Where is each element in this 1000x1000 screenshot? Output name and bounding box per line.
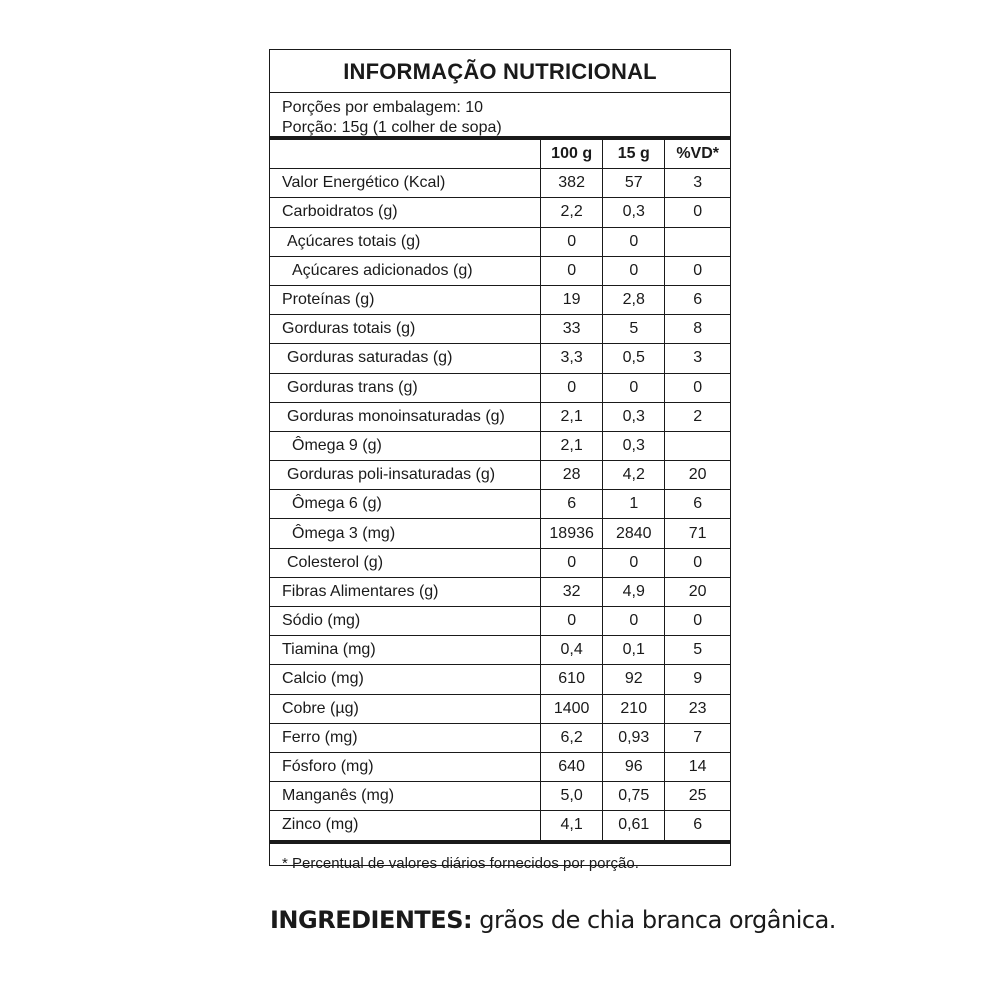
footnote: * Percentual de valores diários fornecidos por porção. xyxy=(282,854,639,872)
serving-info xyxy=(270,93,730,140)
value-15g: 2840 xyxy=(603,519,665,548)
table-row xyxy=(270,461,730,490)
value-100g: 32 xyxy=(541,577,603,606)
nutrient-name: Gorduras trans (g) xyxy=(270,373,541,402)
nutrient-name: Zinco (mg) xyxy=(270,811,541,842)
value-15g: 0 xyxy=(603,373,665,402)
table-row xyxy=(270,169,730,198)
table-row xyxy=(270,548,730,577)
table-row xyxy=(270,431,730,460)
value-vd: 20 xyxy=(665,577,730,606)
value-100g: 19 xyxy=(541,285,603,314)
value-vd: 9 xyxy=(665,665,730,694)
value-vd: 0 xyxy=(665,198,730,227)
table-row xyxy=(270,256,730,285)
value-vd: 3 xyxy=(665,169,730,198)
value-15g: 0 xyxy=(603,256,665,285)
portions-per-package: Porções por embalagem: 10 xyxy=(282,99,483,116)
nutrient-name: Ômega 3 (mg) xyxy=(270,519,541,548)
nutrient-name: Ômega 9 (g) xyxy=(270,431,541,460)
value-15g: 0,75 xyxy=(603,782,665,811)
value-100g: 640 xyxy=(541,752,603,781)
value-100g: 3,3 xyxy=(541,344,603,373)
nutrient-name: Gorduras totais (g) xyxy=(270,315,541,344)
value-vd: 8 xyxy=(665,315,730,344)
nutrient-name: Calcio (mg) xyxy=(270,665,541,694)
table-row xyxy=(270,636,730,665)
value-vd: 71 xyxy=(665,519,730,548)
value-vd xyxy=(665,431,730,460)
nutrient-name: Sódio (mg) xyxy=(270,607,541,636)
value-vd: 20 xyxy=(665,461,730,490)
value-vd: 6 xyxy=(665,490,730,519)
table-row xyxy=(270,198,730,227)
header-nutrient xyxy=(270,140,541,169)
table-row xyxy=(270,344,730,373)
value-100g: 0 xyxy=(541,548,603,577)
header-100g: 100 g xyxy=(541,140,603,169)
value-15g: 5 xyxy=(603,315,665,344)
value-vd: 25 xyxy=(665,782,730,811)
value-15g: 0,3 xyxy=(603,402,665,431)
value-100g: 382 xyxy=(541,169,603,198)
table-row xyxy=(270,723,730,752)
table-row xyxy=(270,490,730,519)
value-15g: 0,61 xyxy=(603,811,665,842)
value-100g: 2,1 xyxy=(541,402,603,431)
nutrient-name: Fósforo (mg) xyxy=(270,752,541,781)
value-vd: 7 xyxy=(665,723,730,752)
value-15g: 0,3 xyxy=(603,431,665,460)
table-row xyxy=(270,402,730,431)
nutrient-name: Açúcares totais (g) xyxy=(270,227,541,256)
nutrient-name: Proteínas (g) xyxy=(270,285,541,314)
value-15g: 2,8 xyxy=(603,285,665,314)
value-vd: 0 xyxy=(665,607,730,636)
value-vd xyxy=(665,227,730,256)
value-vd: 6 xyxy=(665,285,730,314)
value-100g: 0 xyxy=(541,607,603,636)
value-100g: 2,1 xyxy=(541,431,603,460)
value-15g: 0 xyxy=(603,607,665,636)
value-15g: 96 xyxy=(603,752,665,781)
table-row xyxy=(270,315,730,344)
value-15g: 210 xyxy=(603,694,665,723)
table-row xyxy=(270,752,730,781)
value-100g: 0,4 xyxy=(541,636,603,665)
value-100g: 33 xyxy=(541,315,603,344)
value-15g: 4,9 xyxy=(603,577,665,606)
value-100g: 0 xyxy=(541,373,603,402)
value-vd: 0 xyxy=(665,373,730,402)
nutrient-name: Açúcares adicionados (g) xyxy=(270,256,541,285)
value-15g: 0,3 xyxy=(603,198,665,227)
value-vd: 2 xyxy=(665,402,730,431)
value-vd: 0 xyxy=(665,256,730,285)
nutrient-name: Ferro (mg) xyxy=(270,723,541,752)
nutrient-name: Gorduras poli-insaturadas (g) xyxy=(270,461,541,490)
value-15g: 92 xyxy=(603,665,665,694)
value-15g: 0,5 xyxy=(603,344,665,373)
table-header-row xyxy=(270,140,730,169)
table-row xyxy=(270,665,730,694)
nutrition-table xyxy=(270,140,730,844)
nutrient-name: Gorduras saturadas (g) xyxy=(270,344,541,373)
value-100g: 0 xyxy=(541,256,603,285)
value-100g: 6 xyxy=(541,490,603,519)
table-row xyxy=(270,519,730,548)
nutrition-table-body xyxy=(270,169,730,842)
value-100g: 610 xyxy=(541,665,603,694)
table-row xyxy=(270,694,730,723)
value-vd: 23 xyxy=(665,694,730,723)
value-100g: 6,2 xyxy=(541,723,603,752)
value-vd: 5 xyxy=(665,636,730,665)
header-15g: 15 g xyxy=(603,140,665,169)
nutrient-name: Gorduras monoinsaturadas (g) xyxy=(270,402,541,431)
ingredients-text: grãos de chia branca orgânica. xyxy=(472,906,836,934)
value-100g: 0 xyxy=(541,227,603,256)
header-vd: %VD* xyxy=(665,140,730,169)
nutrient-name: Tiamina (mg) xyxy=(270,636,541,665)
table-row xyxy=(270,227,730,256)
value-15g: 0,1 xyxy=(603,636,665,665)
value-vd: 0 xyxy=(665,548,730,577)
ingredients-label: INGREDIENTES: xyxy=(270,906,473,934)
table-row xyxy=(270,285,730,314)
value-15g: 0 xyxy=(603,227,665,256)
nutrient-name: Fibras Alimentares (g) xyxy=(270,577,541,606)
value-vd: 6 xyxy=(665,811,730,842)
value-100g: 1400 xyxy=(541,694,603,723)
value-15g: 0 xyxy=(603,548,665,577)
nutrient-name: Cobre (µg) xyxy=(270,694,541,723)
value-100g: 28 xyxy=(541,461,603,490)
portion-size: Porção: 15g (1 colher de sopa) xyxy=(282,119,502,136)
value-15g: 57 xyxy=(603,169,665,198)
ingredients-line xyxy=(270,906,836,934)
title-row xyxy=(270,50,730,93)
table-row xyxy=(270,782,730,811)
table-row xyxy=(270,577,730,606)
nutrient-name: Carboidratos (g) xyxy=(270,198,541,227)
value-100g: 5,0 xyxy=(541,782,603,811)
label-title: INFORMAÇÃO NUTRICIONAL xyxy=(343,59,657,84)
value-100g: 18936 xyxy=(541,519,603,548)
value-vd: 14 xyxy=(665,752,730,781)
value-15g: 4,2 xyxy=(603,461,665,490)
table-row xyxy=(270,811,730,842)
nutrient-name: Colesterol (g) xyxy=(270,548,541,577)
value-15g: 0,93 xyxy=(603,723,665,752)
nutrient-name: Ômega 6 (g) xyxy=(270,490,541,519)
nutrient-name: Manganês (mg) xyxy=(270,782,541,811)
value-100g: 4,1 xyxy=(541,811,603,842)
value-vd: 3 xyxy=(665,344,730,373)
table-row xyxy=(270,373,730,402)
value-15g: 1 xyxy=(603,490,665,519)
nutrient-name: Valor Energético (Kcal) xyxy=(270,169,541,198)
table-row xyxy=(270,607,730,636)
value-100g: 2,2 xyxy=(541,198,603,227)
nutrition-facts-label xyxy=(269,49,731,872)
